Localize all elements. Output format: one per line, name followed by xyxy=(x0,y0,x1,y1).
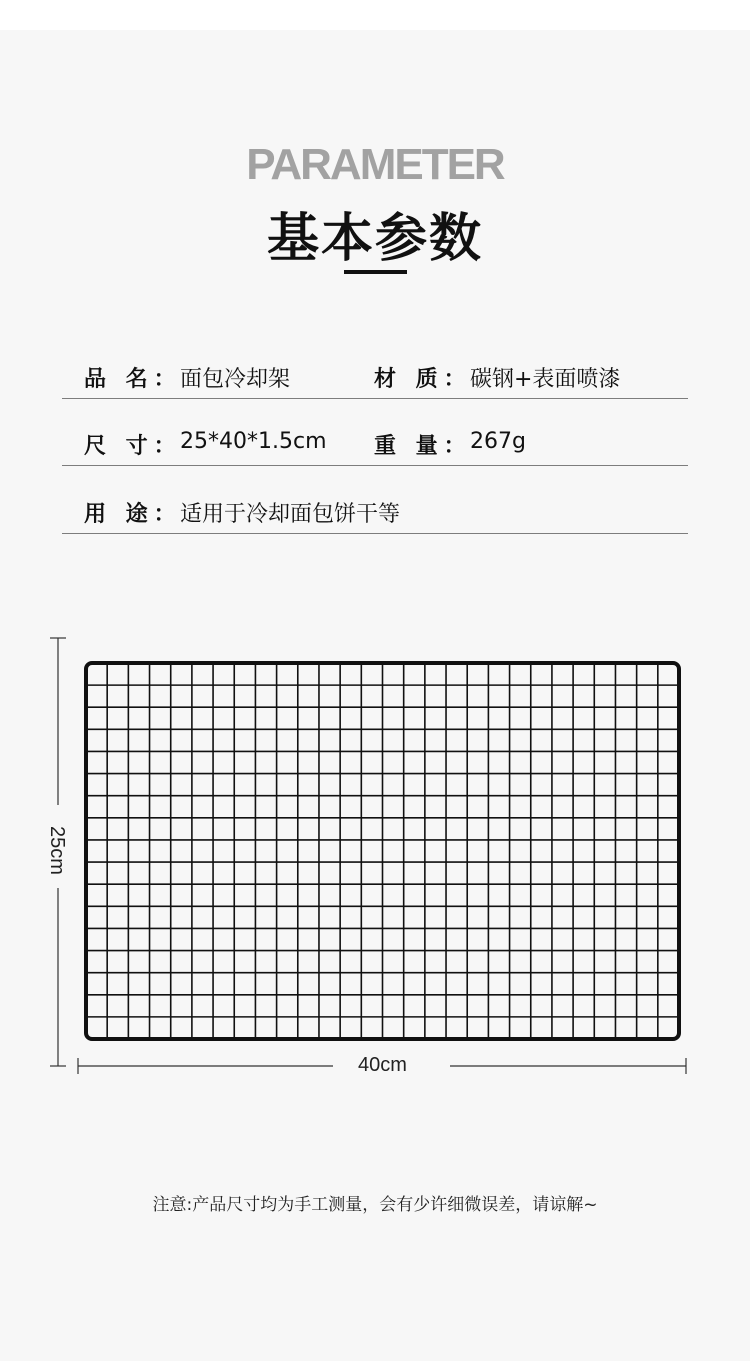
title-chinese: 基本参数 xyxy=(266,209,483,269)
size-label: 尺 寸： xyxy=(84,434,182,459)
rack-wire-grid xyxy=(86,663,679,1039)
measurement-note: 注意:产品尺寸均为手工测量，会有少许细微误差，请谅解~ xyxy=(152,1195,598,1215)
material-value: 碳钢+表面喷漆 xyxy=(470,367,621,392)
name-value: 面包冷却架 xyxy=(180,367,291,392)
title-english: PARAMETER xyxy=(246,140,504,189)
name-label: 品 名： xyxy=(84,367,182,392)
material-label: 材 质： xyxy=(374,367,472,392)
use-label: 用 途： xyxy=(84,502,182,527)
size-value: 25*40*1.5cm xyxy=(180,429,327,454)
width-dimension-label: 40cm xyxy=(358,1054,407,1076)
weight-label: 重 量： xyxy=(374,434,472,459)
height-dimension-label: 25cm xyxy=(46,826,68,875)
use-value: 适用于冷却面包饼干等 xyxy=(180,502,401,527)
weight-value: 267g xyxy=(470,429,526,454)
